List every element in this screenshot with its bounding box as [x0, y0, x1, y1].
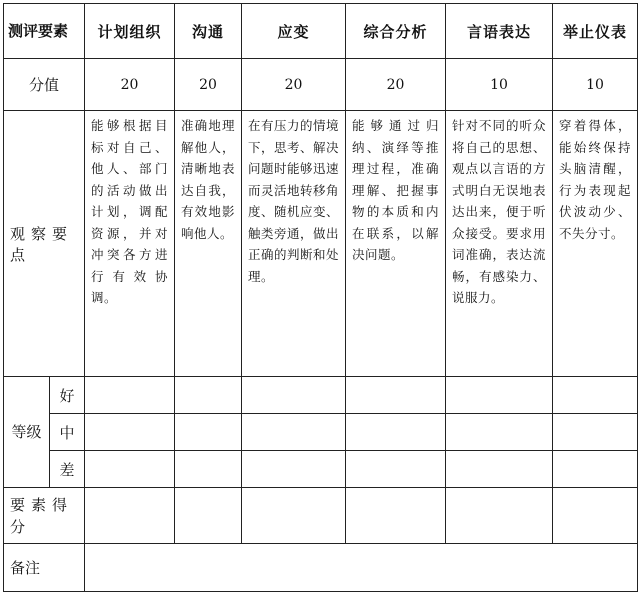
grade-cell[interactable] — [175, 377, 242, 414]
column-header-expression: 言语表达 — [446, 4, 553, 59]
grade-cell[interactable] — [346, 377, 446, 414]
element-score-cell[interactable] — [85, 488, 175, 544]
grade-level-poor: 差 — [50, 451, 85, 488]
grade-cell[interactable] — [446, 377, 553, 414]
grade-cell[interactable] — [553, 377, 638, 414]
grade-cell[interactable] — [446, 451, 553, 488]
observation-point: 针对不同的听众将自己的思想、观点以言语的方式明白无误地表达出来，便于听众接受。要求用词准确，表达流畅，有感染力、说服力。 — [446, 111, 553, 377]
grade-cell[interactable] — [242, 377, 346, 414]
evaluation-table — [3, 3, 638, 592]
column-header-demeanor: 举止仪表 — [553, 4, 638, 59]
grade-cell[interactable] — [346, 414, 446, 451]
grade-cell[interactable] — [242, 451, 346, 488]
grade-cell[interactable] — [346, 451, 446, 488]
score-value: 20 — [346, 59, 446, 111]
grade-level-good: 好 — [50, 377, 85, 414]
column-header-communication: 沟通 — [175, 4, 242, 59]
grade-cell[interactable] — [175, 414, 242, 451]
grade-section-label: 等级 — [4, 377, 50, 488]
grade-cell[interactable] — [553, 414, 638, 451]
score-value: 20 — [242, 59, 346, 111]
element-score-cell[interactable] — [175, 488, 242, 544]
grade-cell[interactable] — [553, 451, 638, 488]
grade-cell[interactable] — [85, 377, 175, 414]
observation-point: 穿着得体，能始终保持头脑清醒，行为表现起伏波动少、不失分寸。 — [553, 111, 638, 377]
evaluation-form — [3, 3, 637, 591]
element-score-cell[interactable] — [446, 488, 553, 544]
corner-header: 测评要素 — [4, 4, 85, 59]
header-row — [4, 4, 638, 59]
element-score-cell[interactable] — [553, 488, 638, 544]
grade-row-good — [4, 377, 638, 414]
observation-point: 准确地理解他人，清晰地表达自我，有效地影响他人。 — [175, 111, 242, 377]
column-header-planning: 计划组织 — [85, 4, 175, 59]
grade-cell[interactable] — [175, 451, 242, 488]
score-value: 20 — [175, 59, 242, 111]
score-value: 10 — [446, 59, 553, 111]
element-score-label: 要素得分 — [4, 488, 85, 544]
grade-row-medium — [4, 414, 638, 451]
column-header-analysis: 综合分析 — [346, 4, 446, 59]
grade-cell[interactable] — [446, 414, 553, 451]
remarks-row — [4, 544, 638, 592]
remarks-cell[interactable] — [85, 544, 638, 592]
score-value: 20 — [85, 59, 175, 111]
observation-label: 观察要点 — [4, 111, 85, 377]
observation-point: 能够通过归纳、演绎等推理过程，准确理解、把握事物的本质和内在联系，以解决问题。 — [346, 111, 446, 377]
remarks-label: 备注 — [4, 544, 85, 592]
element-score-row — [4, 488, 638, 544]
grade-level-medium: 中 — [50, 414, 85, 451]
observation-point: 能够根据目标对自己、他人、部门的活动做出计划，调配资源，并对冲突各方进行有效协调。 — [85, 111, 175, 377]
score-value: 10 — [553, 59, 638, 111]
column-header-adaptability: 应变 — [242, 4, 346, 59]
grade-row-poor — [4, 451, 638, 488]
element-score-cell[interactable] — [346, 488, 446, 544]
grade-cell[interactable] — [85, 451, 175, 488]
grade-cell[interactable] — [242, 414, 346, 451]
observation-row — [4, 111, 638, 377]
score-row — [4, 59, 638, 111]
element-score-cell[interactable] — [242, 488, 346, 544]
score-label: 分值 — [4, 59, 85, 111]
observation-point: 在有压力的情境下，思考、解决问题时能够迅速而灵活地转移角度、随机应变、触类旁通，做出正确的判断和处理。 — [242, 111, 346, 377]
grade-cell[interactable] — [85, 414, 175, 451]
